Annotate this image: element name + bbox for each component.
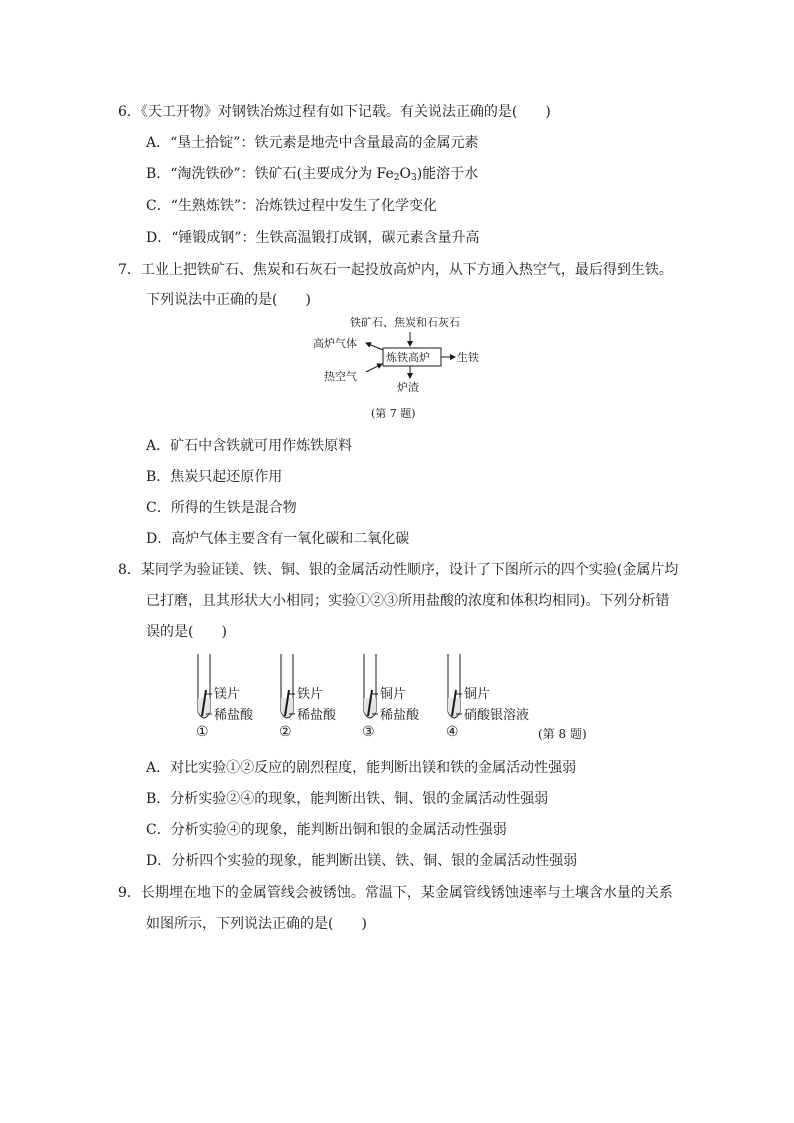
- option-label: C．: [146, 198, 171, 214]
- q8-option-b: [146, 789, 548, 809]
- option-text: 矿石中含铁就可用作炼铁原料: [170, 438, 353, 454]
- diagram-bottom-out-label: 炉渣: [397, 381, 419, 394]
- diagram-arrow-right-air: [366, 364, 382, 372]
- tube-number: ②: [279, 724, 292, 740]
- q7-stem-line1: 7．工业上把铁矿石、焦炭和石灰石一起投放高炉内，从下方通入热空气，最后得到生铁。: [118, 262, 673, 278]
- tube-solution-label: 硝酸银溶液: [464, 708, 530, 723]
- q7-option-b: [146, 467, 282, 487]
- option-label: D．: [146, 853, 172, 869]
- option-text: “垦土拾锭”：铁元素是地壳中含量最高的金属元素: [170, 135, 479, 151]
- option-text: O: [399, 166, 411, 182]
- subscript: 3: [410, 173, 417, 183]
- q6-stem: 6．《天工开物》对钢铁冶炼过程有如下记载。有关说法正确的是( ): [118, 104, 551, 120]
- q8-option-a: [146, 758, 576, 778]
- test-tube-3: [362, 654, 420, 740]
- tube-metal-label: 铜片: [464, 687, 491, 702]
- tube-metal-label: 铁片: [297, 687, 324, 702]
- option-label: A．: [146, 438, 171, 454]
- option-text: 分析四个实验的现象，能判断出镁、铁、铜、银的金属活动性强弱: [171, 853, 578, 869]
- q7-option-c: [146, 498, 297, 518]
- tube-number: ③: [362, 724, 375, 740]
- diagram-right-out-label: 生铁: [457, 351, 479, 364]
- diagram-top-input-label: 铁矿石、焦炭和石灰石: [350, 316, 460, 329]
- q7-stem-line2: 下列说法中正确的是( ): [146, 292, 311, 308]
- option-label: A．: [146, 135, 171, 151]
- tube-number: ①: [196, 724, 209, 740]
- q8-stem-line1: 8．某同学为验证镁、铁、铜、银的金属活动性顺序，设计了下图所示的四个实验(金属片均: [118, 562, 679, 578]
- q8-stem-line2: 已打磨，且其形状大小相同；实验①②③所用盐酸的浓度和体积均相同)。下列分析错: [146, 593, 670, 609]
- option-label: C．: [146, 500, 171, 516]
- q7-option-d: [146, 529, 409, 549]
- q6-option-c: [146, 196, 437, 216]
- option-label: C．: [146, 822, 171, 838]
- q6-option-a: [146, 133, 478, 153]
- option-label: A．: [146, 760, 171, 776]
- test-tube-2: [279, 654, 337, 740]
- option-text: 所得的生铁是混合物: [170, 500, 297, 516]
- option-label: D．: [146, 531, 172, 547]
- q8-stem-line3: 误的是( ): [146, 624, 227, 640]
- diagram-caption: (第 7 题): [371, 407, 416, 420]
- tube-solution-label: 稀盐酸: [214, 708, 254, 723]
- diagram-left-out-label: 高炉气体: [313, 337, 357, 350]
- option-label: B．: [146, 791, 171, 807]
- q7-option-a: [146, 436, 352, 456]
- option-label: D．: [146, 230, 172, 246]
- test-tube-1: [196, 654, 254, 740]
- tube-solution-label: 稀盐酸: [380, 708, 420, 723]
- option-text: “锤锻成钢”：生铁高温锻打成钢，碳元素含量升高: [171, 230, 480, 246]
- option-label: B．: [146, 166, 171, 182]
- option-text: 分析实验②④的现象，能判断出铁、铜、银的金属活动性强弱: [170, 791, 549, 807]
- q8-option-c: [146, 820, 507, 840]
- option-label: B．: [146, 469, 171, 485]
- option-text: “淘洗铁砂”：铁矿石(主要成分为 Fe: [170, 166, 394, 182]
- q8-option-d: [146, 851, 577, 871]
- diagram-furnace-label: 炼铁高炉: [386, 351, 430, 364]
- tube-number: ④: [446, 724, 459, 740]
- tube-metal-label: 铜片: [380, 687, 407, 702]
- tube-metal-label: 镁片: [214, 687, 241, 702]
- tube-solution-label: 稀盐酸: [297, 708, 337, 723]
- option-text: 高炉气体主要含有一氧化碳和二氧化碳: [171, 531, 410, 547]
- option-text: 分析实验④的现象，能判断出铜和银的金属活动性强弱: [170, 822, 507, 838]
- diagram-left-in-label: 热空气: [324, 370, 357, 383]
- diagram-arrow-left-gas: [366, 343, 383, 350]
- option-text: “生熟炼铁”：冶炼铁过程中发生了化学变化: [170, 198, 438, 214]
- q6-option-d: [146, 228, 480, 248]
- option-text: 对比实验①②反应的剧烈程度，能判断出镁和铁的金属活动性强弱: [170, 760, 577, 776]
- subscript: 2: [393, 173, 400, 183]
- q8-test-tubes-diagram: [186, 650, 606, 746]
- q9-stem-line2: 如图所示，下列说法正确的是( ): [146, 916, 367, 932]
- option-text: )能溶于水: [416, 166, 479, 182]
- q9-stem-line1: 9．长期埋在地下的金属管线会被锈蚀。常温下，某金属管线锈蚀速率与土壤含水量的关系: [118, 885, 673, 901]
- option-text: 焦炭只起还原作用: [170, 469, 283, 485]
- q6-option-b: [146, 164, 478, 188]
- q7-blast-furnace-diagram: [300, 310, 500, 425]
- diagram-caption: (第 8 题): [538, 727, 587, 741]
- test-tube-4: [446, 654, 529, 740]
